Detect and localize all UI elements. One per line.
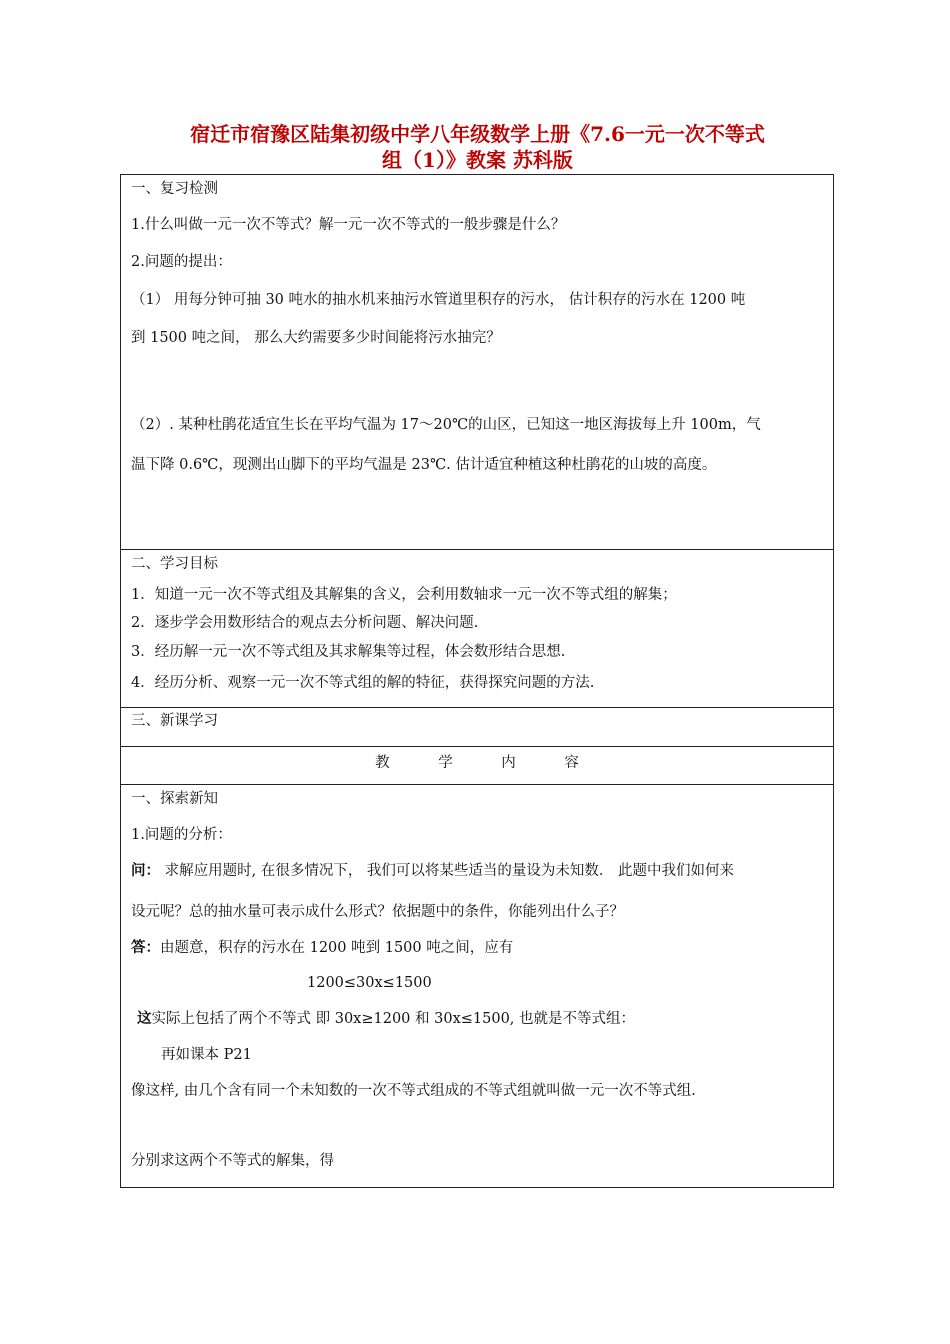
problem-2-line-1: （2）. 某种杜鹃花适宜生长在平均气温为 17～20℃的山区，已知这一地区海拔每上升 100m，气 xyxy=(131,417,761,433)
answer-label: 答： xyxy=(131,939,160,956)
solve-line: 分别求这两个不等式的解集，得 xyxy=(131,1153,334,1169)
document-title xyxy=(120,121,835,173)
two-inequalities-line xyxy=(137,1009,635,1029)
answer-line xyxy=(131,938,513,958)
emphasis-char: 这 xyxy=(137,1010,152,1027)
goal-item: 2．逐步学会用数形结合的观点去分析问题、解决问题. xyxy=(131,615,479,631)
divider xyxy=(121,784,833,785)
explore-subheading: 1.问题的分析： xyxy=(131,827,232,843)
problem-1-line-2: 到 1500 吨之间， 那么大约需要多少时间能将污水抽完？ xyxy=(131,330,501,346)
goals-heading: 二、学习目标 xyxy=(131,556,218,572)
goal-item: 1．知道一元一次不等式组及其解集的含义，会利用数轴求一元一次不等式组的解集； xyxy=(131,587,677,603)
new-lesson-heading: 三、新课学习 xyxy=(131,713,218,729)
content-header-char: 教 xyxy=(375,755,390,771)
lesson-table xyxy=(120,174,834,1188)
goal-item: 3．经历解一元一次不等式组及其求解集等过程，体会数形结合思想. xyxy=(131,644,566,660)
goal-item: 4．经历分析、观察一元一次不等式组的解的特征，获得探究问题的方法. xyxy=(131,675,595,691)
question-label: 问： xyxy=(131,862,160,879)
divider xyxy=(121,746,833,747)
review-heading: 一、复习检测 xyxy=(131,181,218,197)
question-line-1 xyxy=(131,861,734,881)
inequality-formula: 1200≤30x≤1500 xyxy=(307,975,432,991)
title-line-1: 宿迁市宿豫区陆集初级中学八年级数学上册《7.6一元一次不等式 xyxy=(190,122,765,146)
review-question-1: 1.什么叫做一元一次不等式？解一元一次不等式的一般步骤是什么？ xyxy=(131,217,566,233)
title-line-2: 组（1）》教案 苏科版 xyxy=(382,148,573,172)
divider xyxy=(121,707,833,708)
explore-heading: 一、探索新知 xyxy=(131,791,218,807)
divider xyxy=(121,549,833,550)
answer-text: 由题意，积存的污水在 1200 吨到 1500 吨之间，应有 xyxy=(160,940,514,956)
content-header-char: 内 xyxy=(501,755,516,771)
problem-2-line-2: 温下降 0.6℃，现测出山脚下的平均气温是 23℃. 估计适宜种植这种杜鹃花的山坡的高度。 xyxy=(131,457,717,473)
problem-1-line-1: （1） 用每分钟可抽 30 吨水的抽水机来抽污水管道里积存的污水， 估计积存的污水在 1200 吨 xyxy=(131,292,746,308)
definition-line: 像这样, 由几个含有同一个未知数的一次不等式组成的不等式组就叫做一元一次不等式组. xyxy=(131,1083,696,1099)
textbook-reference: 再如课本 P21 xyxy=(161,1047,252,1063)
review-question-2: 2.问题的提出： xyxy=(131,254,232,270)
content-header-char: 容 xyxy=(564,755,579,771)
question-line-2: 设元呢？总的抽水量可表示成什么形式？依据题中的条件，你能列出什么子？ xyxy=(131,904,624,920)
content-header xyxy=(121,751,833,772)
two-inequalities-text: 实际上包括了两个不等式 即 30x≥1200 和 30x≤1500, 也就是不等式组： xyxy=(151,1011,636,1027)
question-text: 求解应用题时, 在很多情况下， 我们可以将某些适当的量设为未知数． 此题中我们如何来 xyxy=(160,863,735,879)
content-header-char: 学 xyxy=(438,755,453,771)
